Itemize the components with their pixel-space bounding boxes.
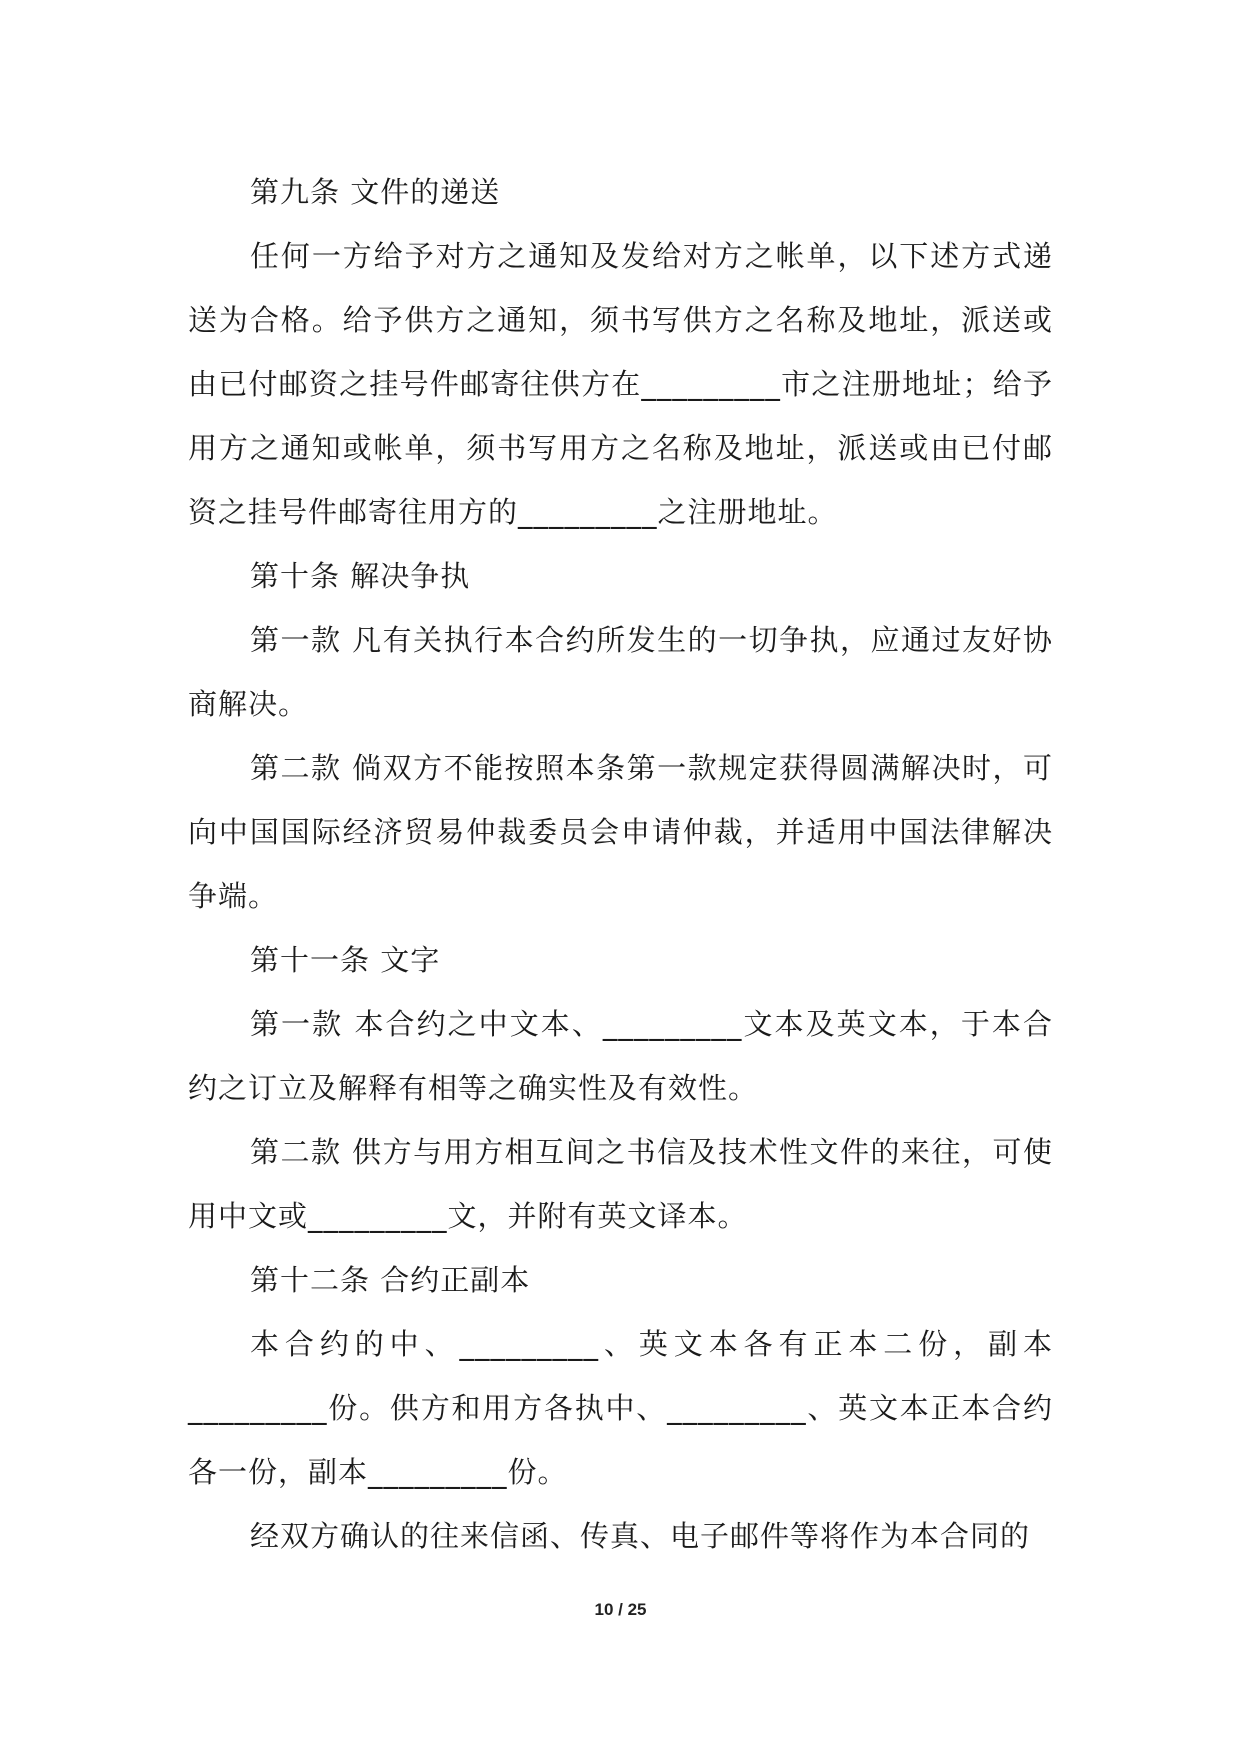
article-10-heading: 第十条 解决争执 bbox=[250, 559, 471, 593]
article-9-heading: 第九条 文件的递送 bbox=[250, 175, 501, 209]
article-12-continuation: 经双方确认的往来信函、传真、电子邮件等将作为本合同的 bbox=[250, 1519, 1031, 1553]
article-11-clause-2: 第二款 供方与用方相互间之书信及技术性文件的来往，可使用中文或_________文，并附有英文译本。 bbox=[188, 1135, 1053, 1233]
article-10-clause-2: 第二款 倘双方不能按照本条第一款规定获得圆满解决时，可向中国国际经济贸易仲裁委员会申请仲裁，并适用中国法律解决争端。 bbox=[188, 751, 1053, 913]
page-number: 10 / 25 bbox=[594, 1600, 647, 1619]
article-12-heading: 第十二条 合约正副本 bbox=[250, 1263, 531, 1297]
document-body bbox=[188, 160, 1053, 1568]
article-11-heading: 第十一条 文字 bbox=[250, 943, 441, 977]
article-9-body: 任何一方给予对方之通知及发给对方之帐单，以下述方式递送为合格。给予供方之通知，须书写供方之名称及地址，派送或由已付邮资之挂号件邮寄往供方在_________市之注册地址；给予用方之通知或帐单，须书写用方之名称及地址，派送或由已付邮资之挂号件邮寄往用方的_________之注册地址。 bbox=[188, 239, 1053, 529]
article-12-body: 本合约的中、_________、英文本各有正本二份，副本_________份。供方和用方各执中、_________、英文本正本合约各一份，副本_________份。 bbox=[188, 1327, 1053, 1489]
article-11-clause-1: 第一款 本合约之中文本、_________文本及英文本，于本合约之订立及解释有相等之确实性及有效性。 bbox=[188, 1007, 1053, 1105]
article-10-clause-1: 第一款 凡有关执行本合约所发生的一切争执，应通过友好协商解决。 bbox=[188, 623, 1053, 721]
